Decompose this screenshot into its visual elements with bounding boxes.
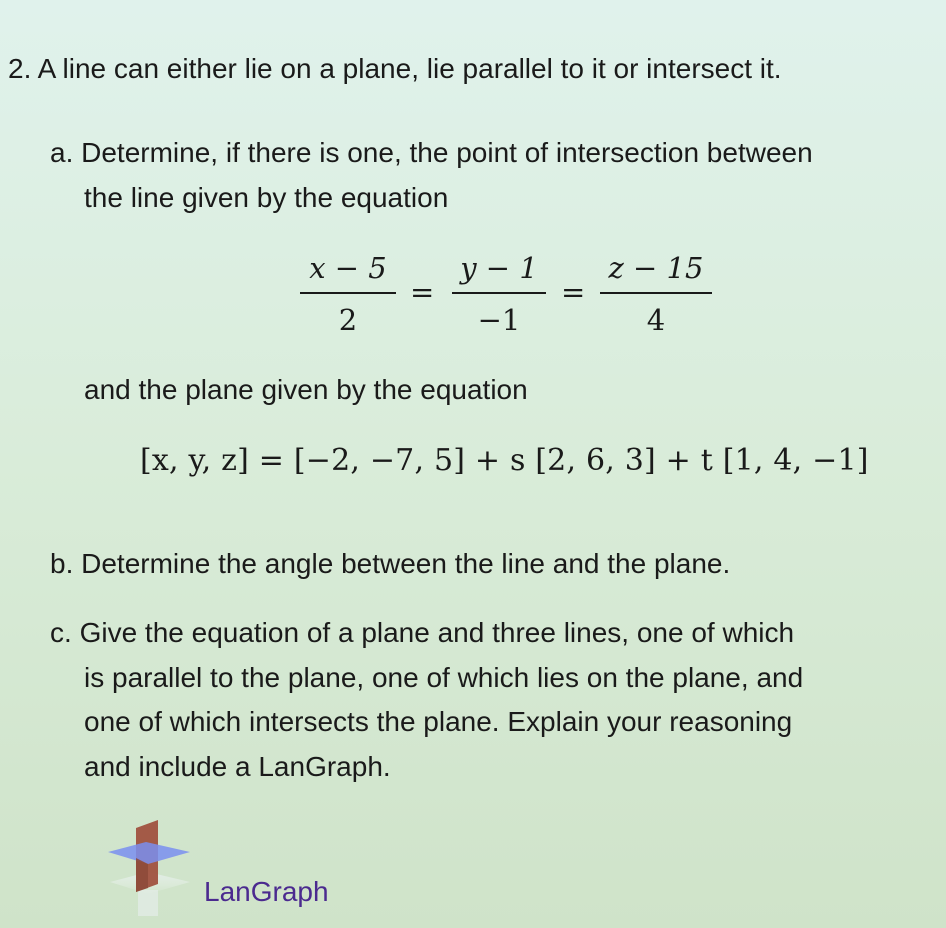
fraction-y-denominator: −1 [477,303,521,337]
part-a-line3: and the plane given by the equation [84,374,528,405]
fraction-y-numerator: y − 1 [460,251,538,285]
fraction-x-numerator: x − 5 [309,251,387,285]
langraph-planes-icon [104,818,200,918]
part-b-text: Determine the angle between the line and the plane. [81,548,731,579]
equals-sign-1: = [410,275,435,309]
fraction-y [452,250,546,338]
problem-statement [8,52,782,86]
part-a-line2: the line given by the equation [84,182,449,213]
fraction-x-denominator: 2 [338,303,358,337]
fraction-x-bar [300,292,396,294]
part-c-line1 [50,616,794,650]
equals-sign-2: = [561,275,586,309]
part-c-text-line1: Give the equation of a plane and three lines, one of which [79,617,795,648]
langraph-label[interactable]: LanGraph [204,876,329,907]
fraction-x [300,250,396,338]
part-c-line3: one of which intersects the plane. Explain your reasoning [84,706,793,737]
part-a-line1 [50,136,813,170]
fraction-y-bar [452,292,546,294]
fraction-z [600,250,712,338]
problem-text: A line can either lie on a plane, lie parallel to it or intersect it. [37,53,782,84]
fraction-z-denominator: 4 [646,303,666,337]
problem-number: 2. [8,53,32,84]
part-a-text-line1: Determine, if there is one, the point of intersection between [81,137,813,168]
part-c-line4: and include a LanGraph. [84,751,391,782]
part-b-label: b. [50,548,74,579]
langraph-logo[interactable] [104,818,364,918]
fraction-z-bar [600,292,712,294]
part-c-label: c. [50,617,72,648]
part-a-label: a. [50,137,74,168]
plane-equation: [x, y, z] = [−2, −7, 5] + s [2, 6, 3] + t [1, 4, −1] [140,443,869,478]
fraction-z-numerator: z − 15 [608,251,704,285]
part-c-line2: is parallel to the plane, one of which lies on the plane, and [84,662,804,693]
part-b-line [50,547,730,581]
